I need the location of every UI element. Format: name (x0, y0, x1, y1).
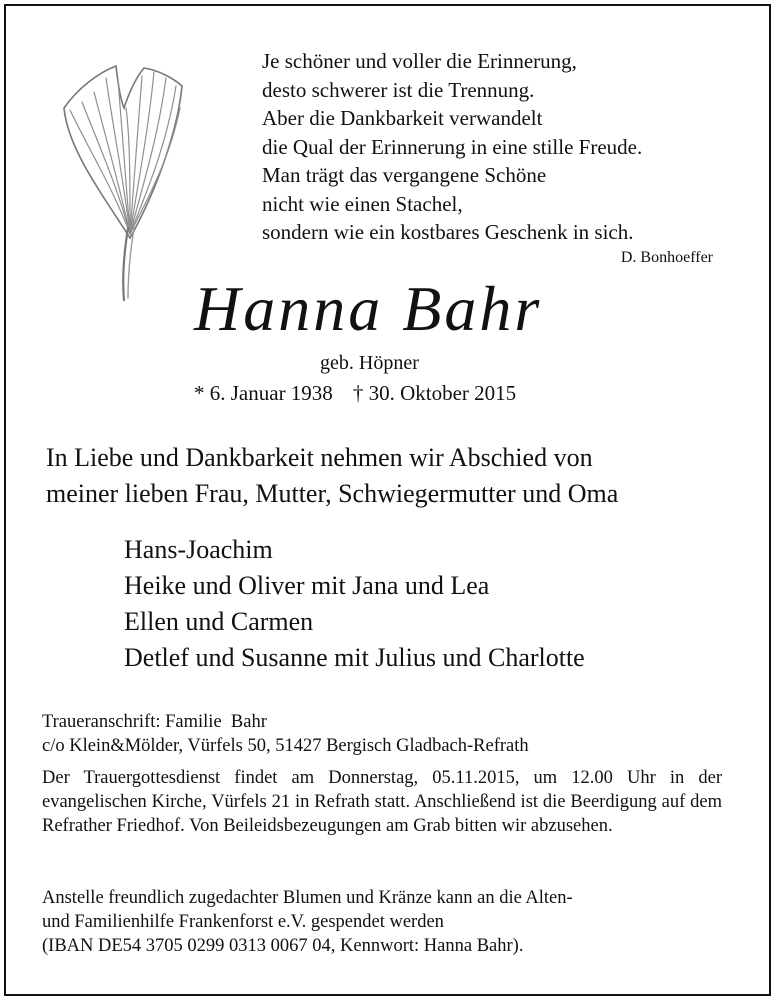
farewell-line: meiner lieben Frau, Mutter, Schwiegermutter und Oma (46, 479, 619, 508)
donation-line: (IBAN DE54 3705 0299 0313 0067 04, Kennwort: Hanna Bahr). (42, 936, 524, 956)
ginkgo-leaf-icon (58, 38, 188, 308)
family-member: Ellen und Carmen (124, 607, 314, 636)
poem-line: nicht wie einen Stachel, (262, 191, 463, 216)
address-line: c/o Klein&Mölder, Vürfels 50, 51427 Bergisch Gladbach-Refrath (42, 736, 529, 756)
family-member: Heike und Oliver mit Jana und Lea (124, 571, 490, 600)
service-text: Der Trauergottesdienst findet am Donnerstag, 05.11.2015, um 12.00 Uhr in der evangelischen Kirche, Vürfels 21 in Refrath statt. Anschließend ist die Beerdigung auf dem Refrather Friedhof. Von Beileidsbezeugungen am Grab bitten wir abzusehen. (42, 768, 722, 836)
donation-notes (42, 886, 722, 958)
death-date: † 30. Oktober 2015 (352, 381, 517, 405)
donation-line: und Familienhilfe Frankenforst e.V. gespendet werden (42, 912, 444, 932)
poem-line: sondern wie ein kostbares Geschenk in sich. (262, 220, 634, 244)
mourning-address (42, 710, 529, 758)
poem (262, 47, 732, 247)
poem-line: die Qual der Erinnerung in eine stille Freude. (262, 134, 643, 159)
poem-line: desto schwerer ist die Trennung. (262, 77, 535, 102)
farewell-text (46, 440, 746, 512)
family-list (124, 532, 585, 676)
service-info (42, 766, 722, 838)
family-member: Hans-Joachim (124, 535, 273, 564)
poem-line: Je schöner und voller die Erinnerung, (262, 49, 577, 73)
deceased-name: Hanna Bahr (194, 273, 543, 344)
maiden-name: geb. Höpner (320, 352, 419, 374)
address-line: Traueranschrift: Familie Bahr (42, 712, 267, 732)
poem-line: Aber die Dankbarkeit verwandelt (262, 106, 543, 130)
farewell-line: In Liebe und Dankbarkeit nehmen wir Abschied von (46, 443, 593, 472)
poem-line: Man trägt das vergangene Schöne (262, 163, 547, 187)
family-member: Detlef und Susanne mit Julius und Charlotte (124, 643, 585, 672)
life-dates (194, 381, 516, 406)
poem-author: D. Bonhoeffer (620, 249, 713, 266)
birth-date: * 6. Januar 1938 (194, 381, 333, 405)
donation-line: Anstelle freundlich zugedachter Blumen und Kränze kann an die Alten- (42, 888, 573, 908)
